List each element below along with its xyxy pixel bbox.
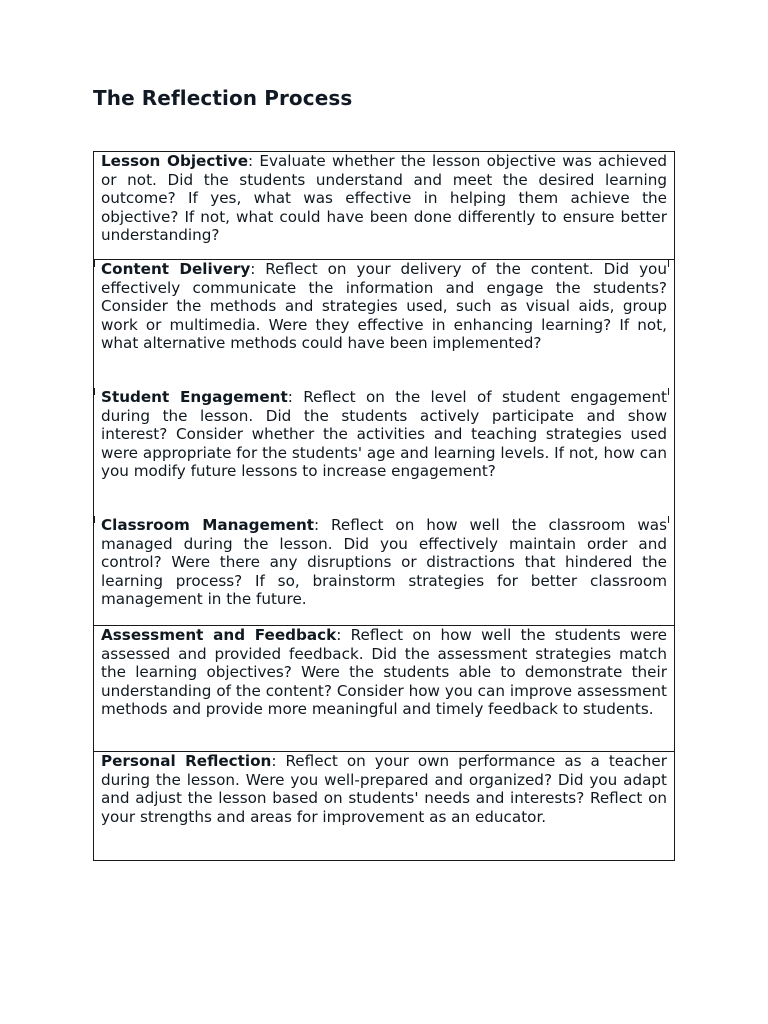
section-heading: Student Engagement xyxy=(101,388,288,406)
section-assessment-feedback xyxy=(94,626,674,752)
section-heading: Lesson Objective xyxy=(101,152,248,170)
section-body: : Reflect on your delivery of the content. Did you effectively communicate the information and engage the students? Consider the methods and strategies used, such as visual aids, group work or multimedia. Were they effective in enhancing learning? If not, what alternative methods could have been implemented? xyxy=(101,260,667,352)
page-title: The Reflection Process xyxy=(93,86,353,110)
section-body: : Reflect on how well the students were assessed and provided feedback. Did the assessment strategies match the learning objectives? Were the students able to demonstrate their understanding of the content? Consider how you can improve assessment methods and provide more meaningful and timely feedback to students. xyxy=(101,626,668,718)
section-text xyxy=(101,152,667,245)
section-body: : Reflect on your own performance as a teacher during the lesson. Were you well-prepared and organized? Did you adapt and adjust the lesson based on students' needs and interests? Reflect on your strengths and areas for improvement as an educator. xyxy=(101,752,667,826)
section-heading: Classroom Management xyxy=(101,516,315,534)
section-text xyxy=(101,260,667,353)
section-heading: Personal Reflection xyxy=(101,752,272,770)
section-body: : Reflect on how well the classroom was managed during the lesson. Did you effectively maintain order and control? Were there any disruptions or distractions that hindered the learning process? If so, brainstorm strategies for better classroom management in the future. xyxy=(101,516,667,608)
section-text xyxy=(101,752,667,826)
section-heading: Content Delivery xyxy=(101,260,251,278)
reflection-table xyxy=(93,151,675,861)
section-text xyxy=(101,388,667,481)
section-body: : Evaluate whether the lesson objective was achieved or not. Did the students understand and meet the desired learning outcome? If yes, what was effective in helping them achieve the objective? If not, what could have been done differently to ensure better understanding? xyxy=(101,152,667,244)
section-text xyxy=(101,516,667,609)
section-body: : Reflect on the level of student engagement during the lesson. Did the students actively participate and show interest? Consider whether the activities and teaching strategies used were appropriate for the students' age and learning levels. If not, how can you modify future lessons to increase engagement? xyxy=(101,388,667,480)
section-personal-reflection xyxy=(94,752,674,860)
section-student-engagement xyxy=(94,388,674,516)
section-text xyxy=(101,626,667,719)
section-lesson-objective xyxy=(94,152,674,260)
section-classroom-management xyxy=(94,516,674,626)
section-content-delivery xyxy=(94,260,674,388)
section-heading: Assessment and Feedback xyxy=(101,626,337,644)
